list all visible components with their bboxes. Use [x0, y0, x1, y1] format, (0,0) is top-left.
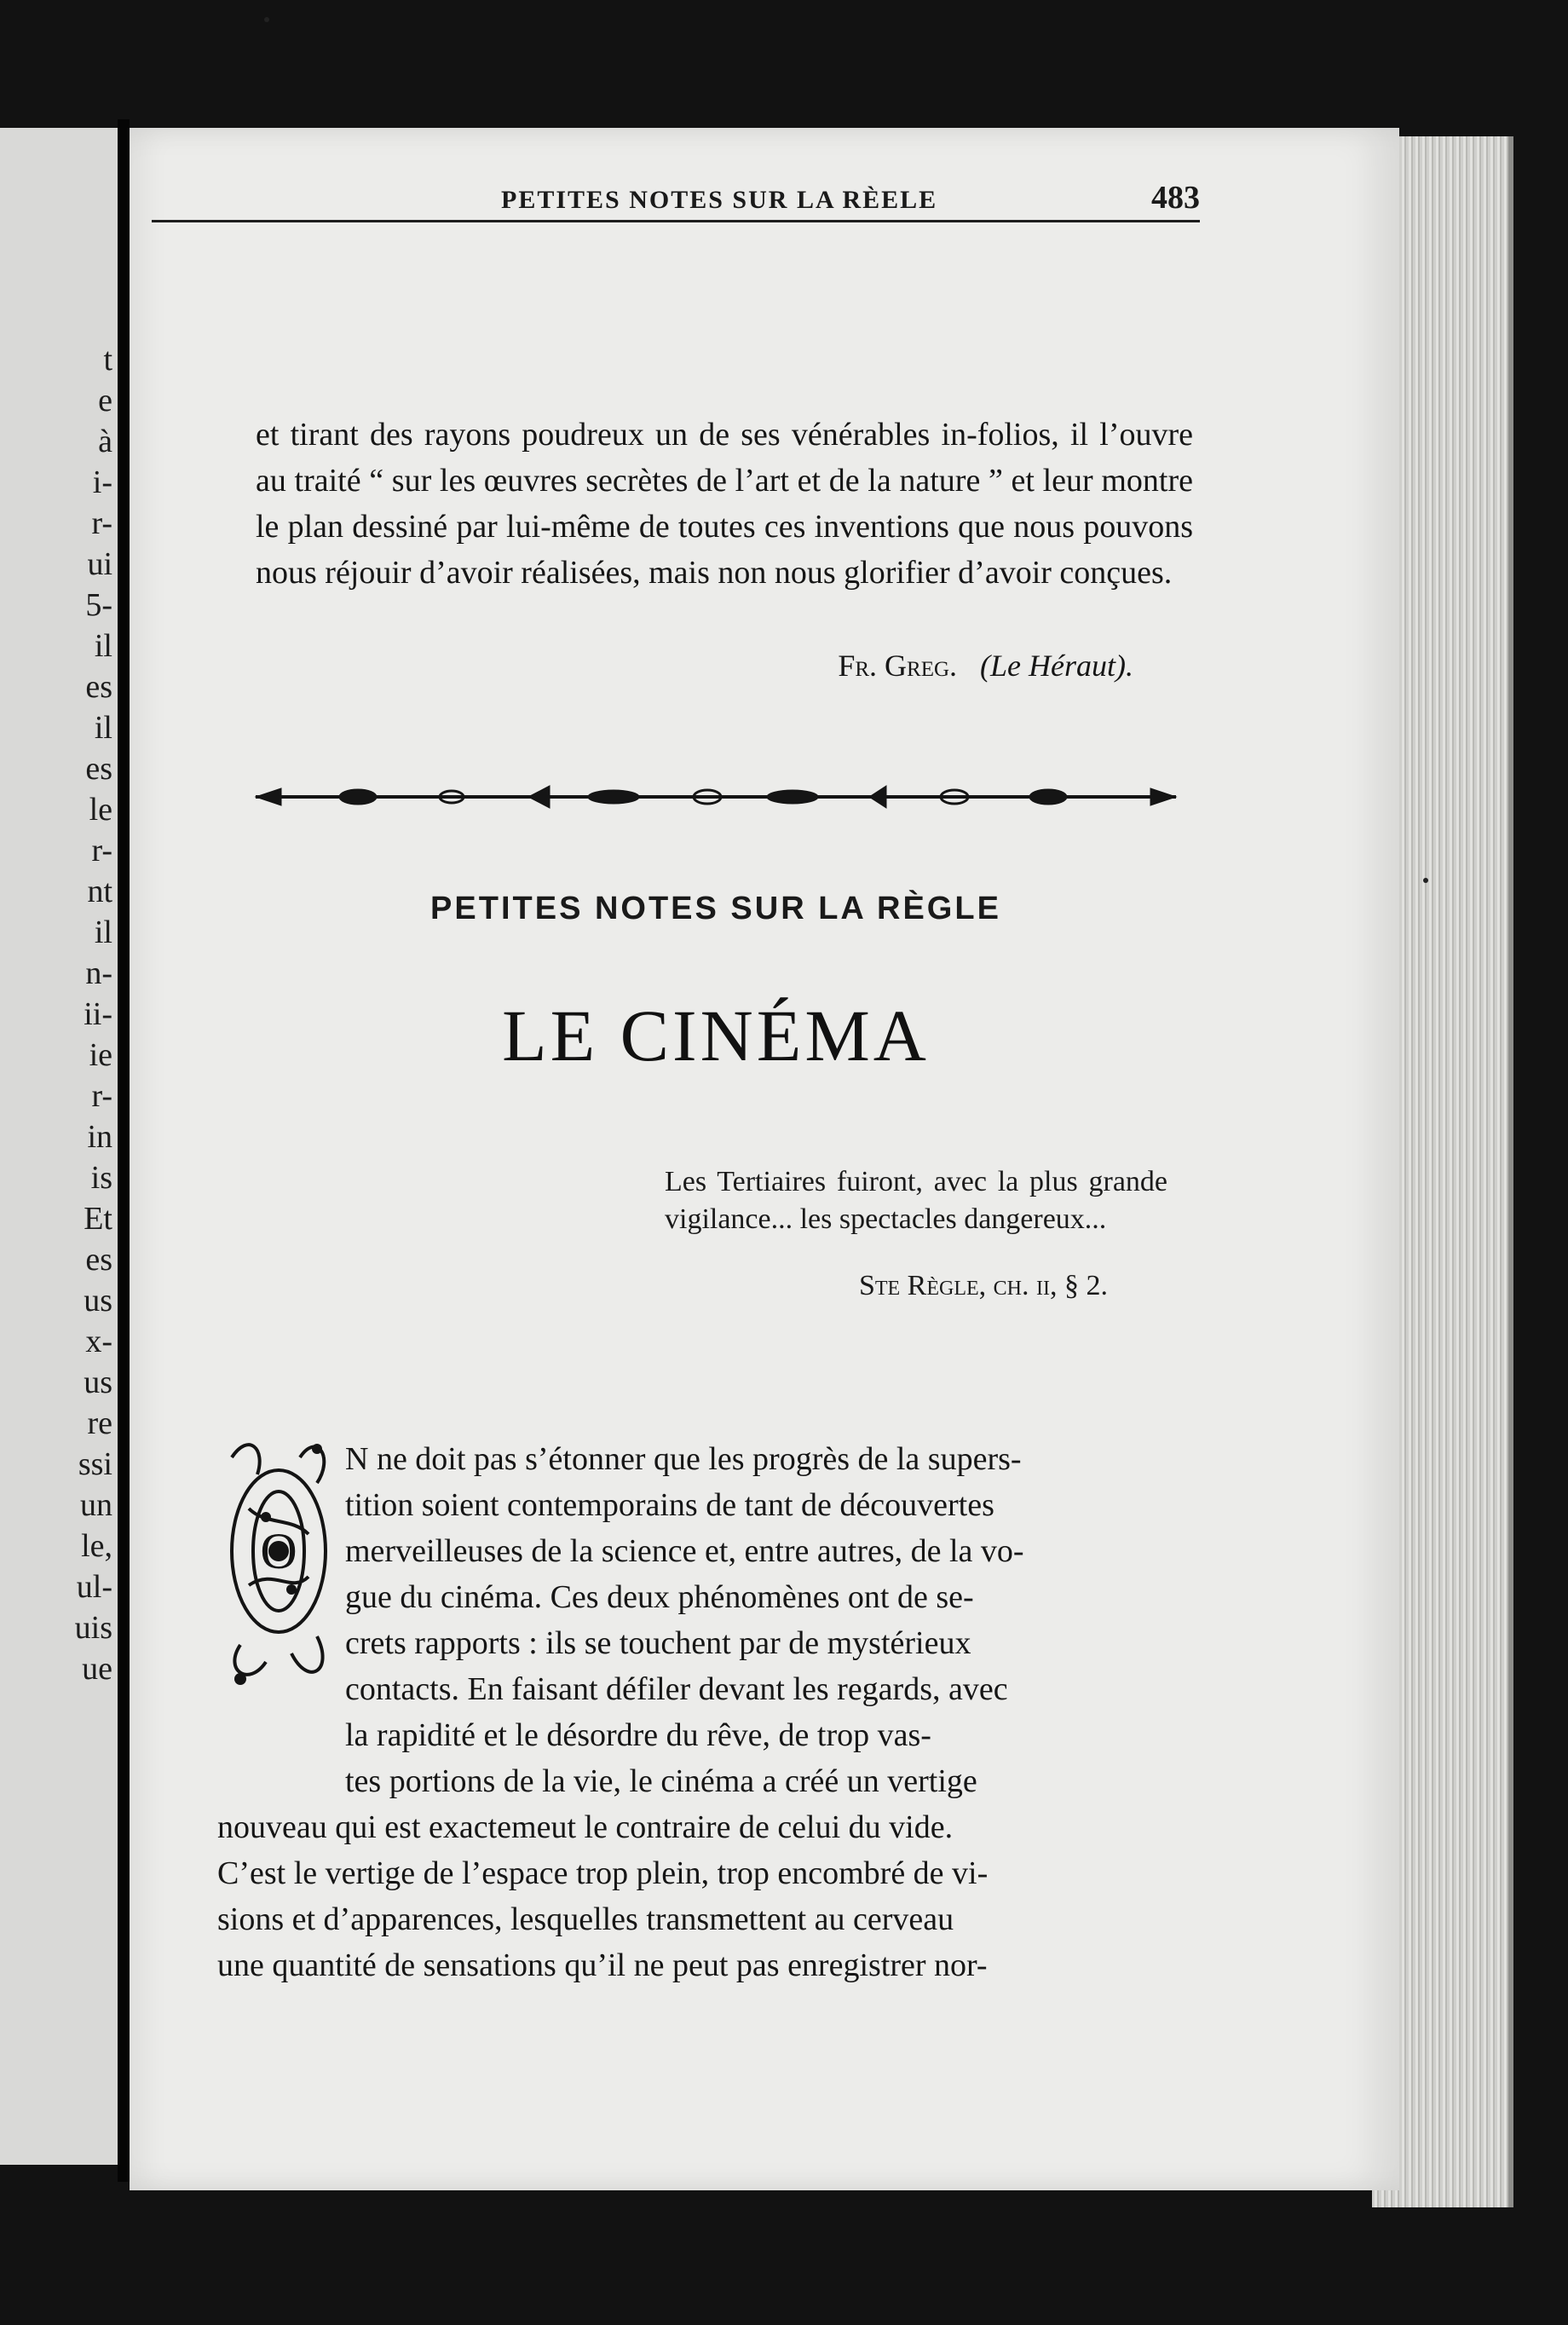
left-page-text-fragment: à — [98, 424, 112, 459]
body-line: une quantité de sensations qu’il ne peut pas enregistrer nor- — [217, 1947, 988, 1983]
left-page-text-fragment: is — [90, 1160, 112, 1196]
left-page-text-fragment: ul- — [76, 1569, 112, 1605]
dropcap-letter: O — [260, 1523, 297, 1579]
left-page-text-fragment: es — [85, 669, 112, 705]
left-page-text-fragment: ie — [89, 1037, 112, 1073]
left-page-text-fragment: r- — [91, 1078, 112, 1114]
left-page-text-fragment: ii- — [84, 996, 112, 1032]
body-line: sions et d’apparences, lesquelles transmettent au cerveau — [217, 1901, 954, 1937]
left-page-text-fragment: nt — [87, 874, 112, 909]
signature-author: Fr. Greg. — [838, 649, 958, 683]
body-line: crets rapports : ils se touchent par de mystérieux — [345, 1625, 971, 1661]
body-line: gue du cinéma. Ces deux phénomènes ont de se- — [345, 1579, 974, 1615]
body-line: merveilleuses de la science et, entre autres, de la vo- — [345, 1533, 1024, 1569]
left-page-text-fragment: ssi — [78, 1446, 112, 1482]
signature-source: (Le Héraut). — [980, 649, 1133, 683]
article-body — [217, 1436, 1163, 1988]
left-page-text-fragment: n- — [85, 955, 112, 991]
left-page-text-fragment: il — [94, 628, 112, 664]
left-page-text-fragment: le, — [81, 1528, 112, 1564]
left-page-text-fragment: x- — [85, 1324, 112, 1359]
left-page-text-fragment: t — [103, 342, 112, 378]
article-title: LE CINÉMA — [502, 995, 930, 1076]
running-header — [152, 177, 1200, 222]
body-line: la rapidité et le désordre du rêve, de trop vas- — [345, 1717, 931, 1753]
left-page-text-fragment: in — [87, 1119, 112, 1155]
dust-speck — [1423, 878, 1428, 883]
left-page-edge — [0, 128, 119, 2165]
dust-speck — [264, 17, 269, 22]
left-page-text-fragment: Et — [84, 1201, 112, 1237]
body-line: tes portions de la vie, le cinéma a créé un vertige — [345, 1763, 977, 1799]
section-divider-ornament — [247, 767, 1185, 827]
left-page-text-fragment: es — [85, 751, 112, 787]
previous-article-signature — [750, 648, 1133, 684]
body-line: C’est le vertige de l’espace trop plein, trop encombré de vi- — [217, 1855, 989, 1891]
left-page-text-fragment: le — [89, 792, 112, 828]
previous-article-paragraph: et tirant des rayons poudreux un de ses vénérables in-folios, il l’ouvre au traité “ sur les œuvres secrètes de l’art et de la nature ” et leur montre le plan dessiné par lui-même de toutes ces inventions que nous pouvons nous réjouir d’avoir réalisées, mais non nous glorifier d’avoir conçues. — [256, 417, 1193, 591]
left-page-text-fragment: es — [85, 1242, 112, 1278]
running-header-title: PETITES NOTES SUR LA RÈELE — [501, 186, 938, 214]
left-page-text-fragment: uis — [74, 1610, 112, 1646]
body-line: nouveau qui est exactemeut le contraire de celui du vide. — [217, 1809, 954, 1845]
left-page-text-fragment: re — [87, 1405, 112, 1441]
body-line: N ne doit pas s’étonner que les progrès de la supers- — [345, 1441, 1022, 1477]
body-line: tition soient contemporains de tant de découvertes — [345, 1487, 994, 1523]
page-number: 483 — [1151, 180, 1200, 216]
left-page-text-fragment: 5- — [85, 587, 112, 623]
left-page-text-fragment: e — [98, 383, 112, 418]
epigraph-text: Les Tertiaires fuiront, avec la plus grande vigilance... les spectacles dangereux... — [665, 1166, 1167, 1235]
left-page-text-fragment: us — [84, 1364, 112, 1400]
left-page-text-fragment: r- — [91, 505, 112, 541]
left-page-text-fragment: un — [80, 1487, 112, 1523]
left-page-text-fragment: il — [94, 914, 112, 950]
left-page-text-fragment: ue — [82, 1651, 112, 1687]
left-page-text-fragment: us — [84, 1283, 112, 1318]
left-page-text-fragment: r- — [91, 833, 112, 868]
section-kicker: PETITES NOTES SUR LA RÈGLE — [430, 891, 1001, 926]
left-page-text-fragment: i- — [92, 464, 112, 500]
body-line: contacts. En faisant défiler devant les regards, avec — [345, 1671, 1008, 1707]
left-page-text-fragment: il — [94, 710, 112, 746]
book-spine-gap — [118, 119, 130, 2182]
epigraph-reference: Ste Règle, ch. ii, § 2. — [858, 1270, 1108, 1301]
left-page-text-fragment: ui — [87, 546, 112, 582]
